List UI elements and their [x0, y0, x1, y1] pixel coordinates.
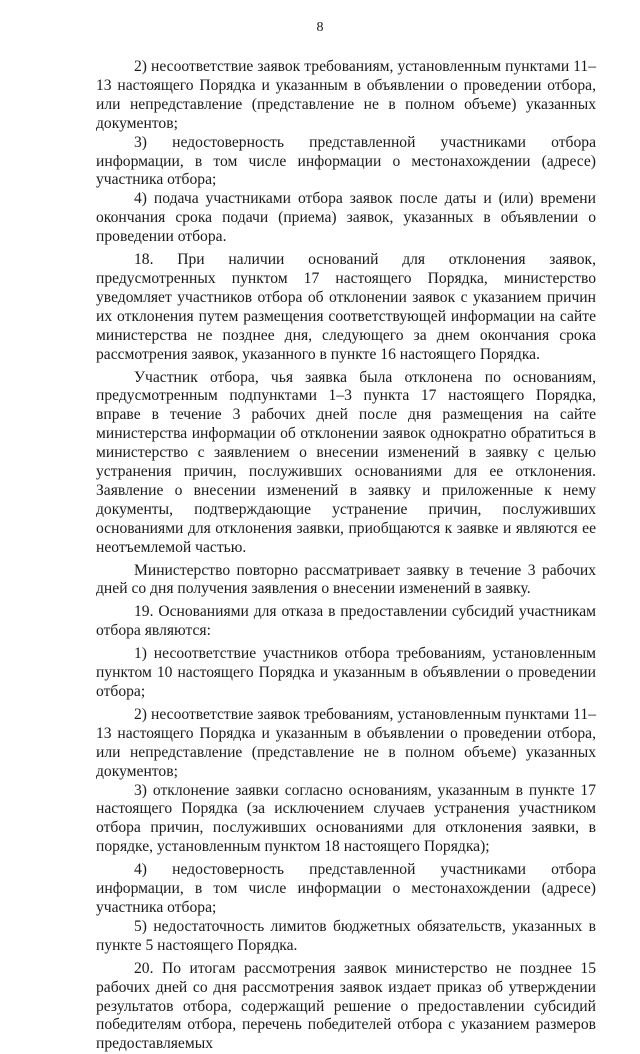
paragraph-17-item-3: 3) недостоверность представленной участниками отбора информации, в том числе информации о местонахождении (адресе) участника отбора;: [96, 133, 596, 189]
paragraph-19: 19. Основаниями для отказа в предоставлении субсидий участникам отбора являются:: [96, 603, 596, 640]
paragraph-19-item-4: 4) недостоверность представленной участниками отбора информации, в том числе информации о местонахождении (адресе) участника отбора;: [96, 861, 596, 916]
paragraph-18-review: Министерство повторно рассматривает заявку в течение 3 рабочих дней со дня получения заявления о внесении изменений в заявку.: [96, 561, 596, 598]
paragraph-20: 20. По итогам рассмотрения заявок министерство не позднее 15 рабочих дней со дня рассмотрения заявок издает приказ об утверждении результатов отбора, содержащий решение о предоставлении субсидий победителям отбора, перечень победителей отбора с указанием размеров предоставляемых: [96, 959, 596, 1053]
paragraph-19-item-1: 1) несоответствие участников отбора требованиям, установленным пунктом 10 настоящего Порядка и указанным в объявлении о проведении отбора;: [96, 645, 596, 700]
paragraph-19-item-2: 2) несоответствие заявок требованиям, установленным пунктами 11–13 настоящего Порядка и указанным в объявлении о проведении отбора, или непредставление (представление не в полном объеме) указанных документов;: [96, 705, 596, 780]
paragraph-19-item-5: 5) недостаточность лимитов бюджетных обязательств, указанных в пункте 5 настоящего Порядка.: [96, 917, 596, 954]
paragraph-18: 18. При наличии оснований для отклонения заявок, предусмотренных пунктом 17 настоящего Порядка, министерство уведомляет участников отбора об отклонении заявок с указанием причин их отклонения путем размещения соответствующей информации на сайте министерства не позднее дня, следующего за днем окончания срока рассмотрения заявок, указанного в пункте 16 настоящего Порядка.: [96, 251, 596, 363]
paragraph-17-item-4: 4) подача участниками отбора заявок после даты и (или) времени окончания срока подачи (приема) заявок, указанных в объявлении о проведении отбора.: [96, 190, 596, 246]
paragraph-19-item-3: 3) отклонение заявки согласно основаниям, указанным в пункте 17 настоящего Порядка (за исключением случаев устранения участником отбора причин, послуживших основаниями для отклонения заявки, в порядке, установленным пунктом 18 настоящего Порядка);: [96, 781, 596, 856]
paragraph-18-appeal: Участник отбора, чья заявка была отклонена по основаниям, предусмотренным подпунктами 1–3 пункта 17 настоящего Порядка, вправе в течение 3 рабочих дней после дня размещения на сайте министерства информации об отклонении заявок однократно обратиться в министерство с заявлением о внесении изменений в заявку с целью устранения причин, послуживших основаниями для ее отклонения. Заявление о внесении изменений в заявку и приложенные к нему документы, подтверждающие устранение причин, послуживших основаниями для отклонения заявки, приобщаются к заявке и являются ее неотъемлемой частью.: [96, 368, 596, 556]
paragraph-17-item-2: 2) несоответствие заявок требованиям, установленным пунктами 11–13 настоящего Порядка и указанным в объявлении о проведении отбора, или непредставление (представление не в полном объеме) указанных документов;: [96, 58, 596, 132]
page-number: 8: [316, 20, 324, 35]
